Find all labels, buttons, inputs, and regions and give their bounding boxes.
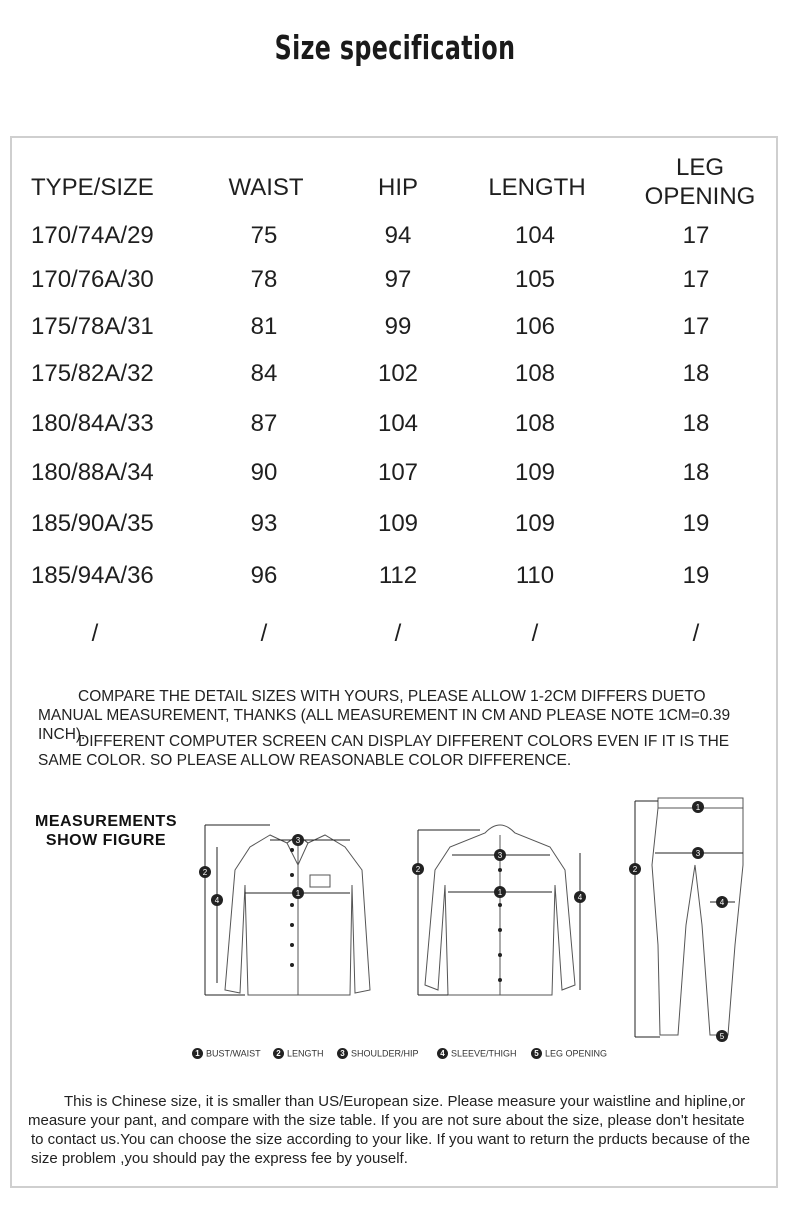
cell-leg-opening: 19 <box>682 510 710 537</box>
legend-text-2: LENGTH <box>287 1048 324 1059</box>
legend-item-5 <box>531 1045 607 1062</box>
cell-hip: / <box>394 620 402 647</box>
legend-item-2 <box>273 1045 324 1062</box>
shirt-figure-1 <box>202 825 370 995</box>
cell-length: 106 <box>514 313 556 340</box>
cell-leg-opening: 18 <box>682 410 710 437</box>
badge-pants-2 <box>629 863 641 875</box>
cell-waist: 75 <box>250 222 278 249</box>
legend-item-4 <box>437 1045 517 1062</box>
svg-text:5: 5 <box>719 1032 725 1041</box>
badge-shirt1-3 <box>292 834 304 846</box>
cell-hip: 104 <box>377 410 419 437</box>
footer-note <box>28 1092 773 1168</box>
footer-line-2: measure your pant, and compare with the size table. If you are not sure about the size, please don't hesitate <box>28 1112 745 1129</box>
badge-shirt1-1 <box>292 887 304 899</box>
cell-waist: 87 <box>250 410 278 437</box>
legend-text-5: LEG OPENING <box>545 1048 608 1059</box>
cell-leg-opening: 19 <box>682 562 710 589</box>
header-type-size: TYPE/SIZE <box>31 174 154 201</box>
note-color: DIFFERENT COMPUTER SCREEN CAN DISPLAY DIFFERENT COLORS EVEN IF IT IS THE SAME COLOR. SO PLEASE ALLOW REASONABLE COLOR DIFFERENCE. <box>38 733 730 769</box>
figure-label-line1: MEASUREMENTS <box>34 813 177 830</box>
cell-type-size: 175/82A/32 <box>31 360 154 387</box>
cell-hip: 102 <box>377 360 419 387</box>
cell-waist: 78 <box>250 266 278 293</box>
legend-item-3 <box>337 1045 419 1062</box>
header-leg-line2: OPENING <box>644 183 756 210</box>
cell-length: 109 <box>514 510 556 537</box>
badge-shirt2-3 <box>494 849 506 861</box>
badge-shirt1-4 <box>211 894 223 906</box>
cell-hip: 97 <box>384 266 412 293</box>
cell-length: 104 <box>514 222 556 249</box>
svg-text:1: 1 <box>497 888 503 897</box>
cell-leg-opening: 17 <box>682 222 710 249</box>
legend-text-4: SLEEVE/THIGH <box>451 1048 517 1059</box>
cell-waist: 84 <box>250 360 278 387</box>
cell-length: 108 <box>514 360 556 387</box>
page-title: Size specification <box>274 28 516 67</box>
badge-pants-3 <box>692 847 704 859</box>
cell-hip: 99 <box>384 313 412 340</box>
cell-leg-opening: / <box>692 620 700 647</box>
cell-length: / <box>531 620 539 647</box>
cell-length: 110 <box>515 562 555 589</box>
legend-num-4: 4 <box>437 1048 448 1059</box>
badge-pants-5 <box>716 1030 728 1042</box>
cell-waist: 81 <box>250 313 278 340</box>
badge-shirt2-4 <box>574 891 586 903</box>
svg-text:4: 4 <box>214 896 220 905</box>
cell-waist: / <box>260 620 268 647</box>
footer-line-3: to contact us.You can choose the size according to your like. If you want to return the prducts because of the <box>31 1131 751 1148</box>
cell-leg-opening: 17 <box>682 266 710 293</box>
header-waist: WAIST <box>228 174 304 201</box>
cell-hip: 112 <box>378 562 418 589</box>
cell-hip: 94 <box>384 222 412 249</box>
badge-shirt1-2 <box>199 866 211 878</box>
legend-num-5: 5 <box>531 1048 542 1059</box>
cell-length: 108 <box>514 410 556 437</box>
cell-type-size: 185/94A/36 <box>31 562 154 589</box>
note-compare: COMPARE THE DETAIL SIZES WITH YOURS, PLEASE ALLOW 1-2CM DIFFERS DUETO MANUAL MEASUREMENT, THANKS (ALL MEASUREMENT IN CM AND PLEASE NOTE 1CM=0.39 INCH). <box>38 688 731 743</box>
cell-type-size: 185/90A/35 <box>31 510 154 537</box>
header-leg-line1: LEG <box>675 154 725 181</box>
cell-hip: 107 <box>377 459 419 486</box>
figure-label <box>28 812 184 850</box>
legend-item-1 <box>192 1045 261 1062</box>
cell-leg-opening: 17 <box>682 313 710 340</box>
svg-text:1: 1 <box>295 889 301 898</box>
cell-type-size: 170/74A/29 <box>31 222 154 249</box>
badge-shirt2-2 <box>412 863 424 875</box>
badge-shirt2-1 <box>494 886 506 898</box>
badge-pants-1 <box>692 801 704 813</box>
cell-type-size: 175/78A/31 <box>31 313 154 340</box>
header-length: LENGTH <box>488 174 586 201</box>
svg-text:3: 3 <box>695 849 701 858</box>
cell-type-size: 180/84A/33 <box>31 410 154 437</box>
figure-label-line2: SHOW FIGURE <box>45 832 167 849</box>
legend-num-3: 3 <box>337 1048 348 1059</box>
legend-num-2: 2 <box>273 1048 284 1059</box>
cell-length: 105 <box>514 266 556 293</box>
cell-leg-opening: 18 <box>682 360 710 387</box>
svg-text:3: 3 <box>497 851 503 860</box>
legend-text-3: SHOULDER/HIP <box>351 1048 419 1059</box>
legend-text-1: BUST/WAIST <box>206 1048 261 1059</box>
footer-line-1: This is Chinese size, it is smaller than US/European size. Please measure your waistline and hipline,or <box>64 1093 746 1110</box>
svg-text:1: 1 <box>695 803 701 812</box>
svg-text:2: 2 <box>202 868 208 877</box>
cell-hip: 109 <box>377 510 419 537</box>
svg-text:2: 2 <box>415 865 421 874</box>
svg-text:4: 4 <box>577 893 583 902</box>
pants-figure <box>632 798 743 1037</box>
cell-waist: 96 <box>250 562 278 589</box>
legend-num-1: 1 <box>192 1048 203 1059</box>
header-leg-opening <box>645 153 756 211</box>
cell-type-size: 180/88A/34 <box>31 459 154 486</box>
cell-waist: 90 <box>250 459 278 486</box>
cell-type-size: 170/76A/30 <box>31 266 154 293</box>
svg-text:2: 2 <box>632 865 638 874</box>
header-hip: HIP <box>377 174 419 201</box>
footer-line-4: size problem ,you should pay the express fee by youself. <box>31 1150 408 1167</box>
cell-length: 109 <box>514 459 556 486</box>
cell-waist: 93 <box>250 510 278 537</box>
svg-text:3: 3 <box>295 836 301 845</box>
cell-leg-opening: 18 <box>682 459 710 486</box>
measurement-figures <box>190 795 760 1045</box>
badge-pants-4 <box>716 896 728 908</box>
cell-type-size: / <box>91 620 99 647</box>
svg-text:4: 4 <box>719 898 725 907</box>
